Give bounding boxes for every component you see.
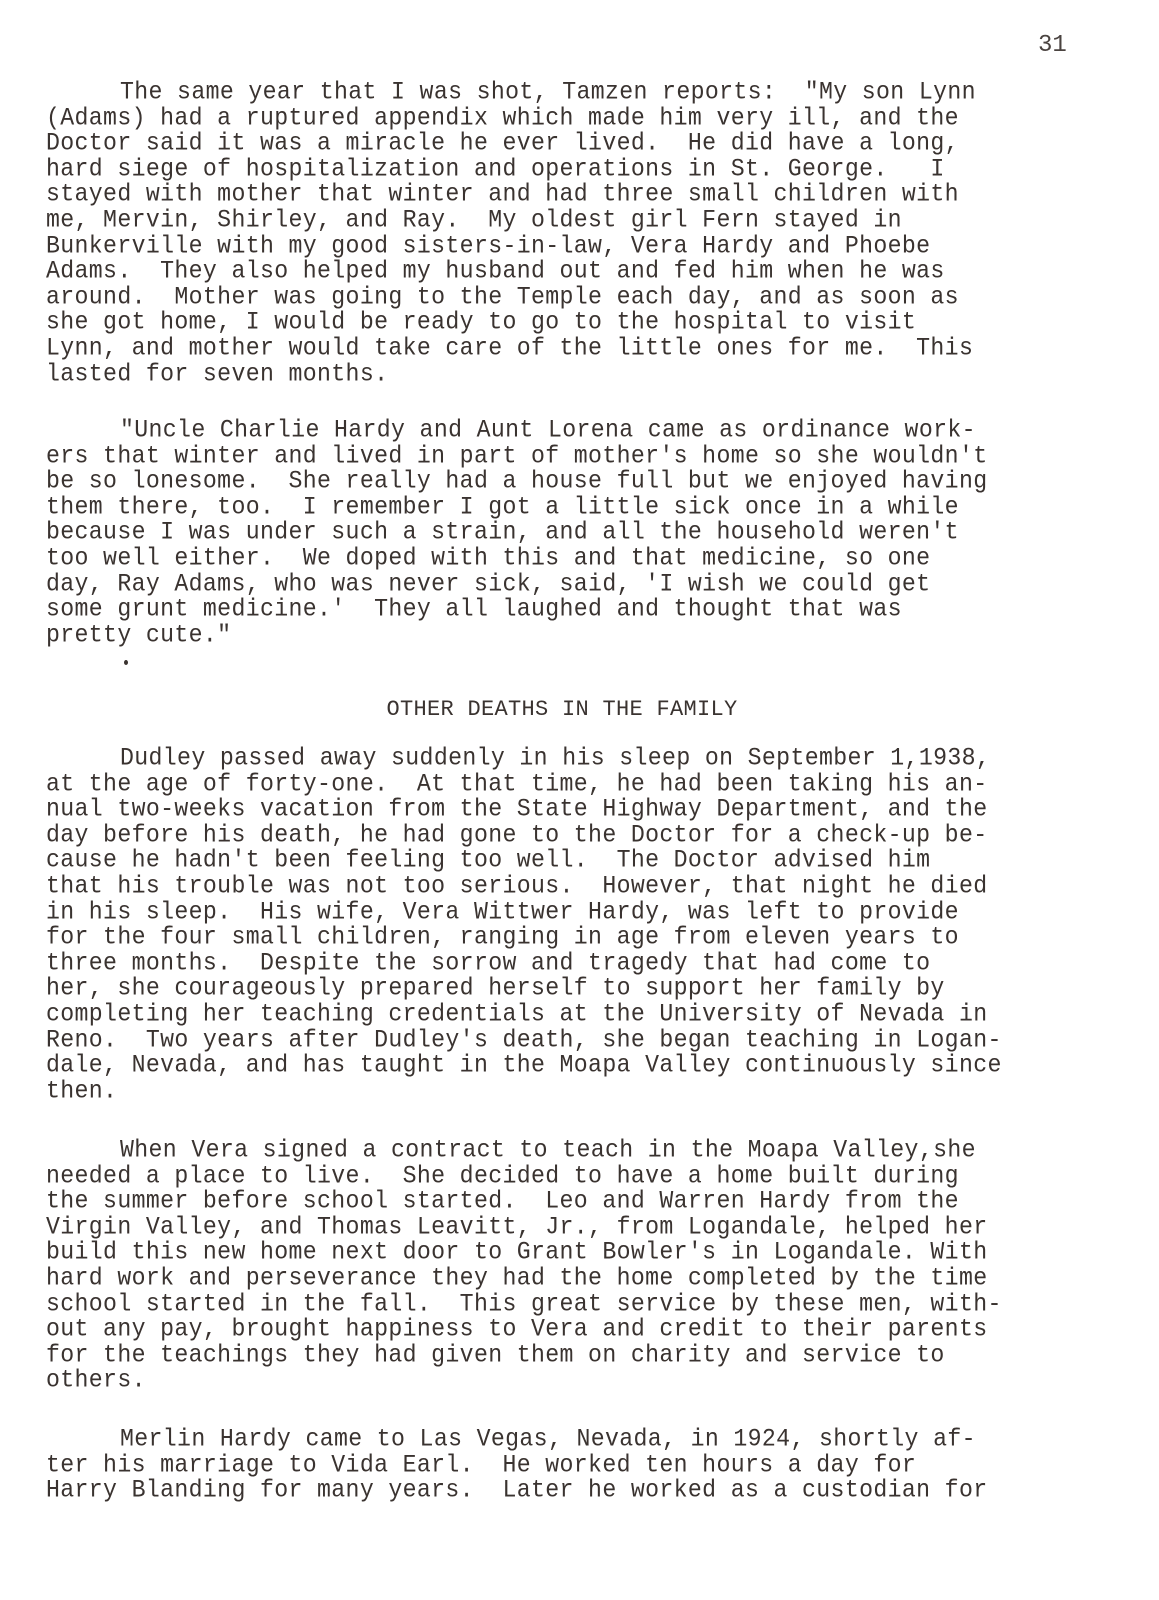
text-line: three months. Despite the sorrow and tragedy that had come to	[46, 948, 931, 977]
text-line: be so lonesome. She really had a house full but we enjoyed having	[46, 467, 988, 495]
text-line: Adams. They also helped my husband out and fed him when he was	[46, 257, 945, 285]
section-heading: OTHER DEATHS IN THE FAMILY	[386, 697, 738, 722]
text-line: cause he hadn't been feeling too well. The Doctor advised him	[46, 846, 931, 875]
text-line: for the four small children, ranging in age from eleven years to	[46, 923, 959, 951]
text-line: Bunkerville with my good sisters-in-law, Vera Hardy and Phoebe	[46, 231, 931, 260]
text-line: for the teachings they had given them on charity and service to	[46, 1340, 945, 1369]
text-line: hard work and perseverance they had the home completed by the time	[46, 1264, 988, 1292]
text-line: at the age of forty-one. At that time, he had been taking his an-	[46, 769, 988, 798]
paragraph-tamzen-report	[46, 80, 1116, 387]
text-line: (Adams) had a ruptured appendix which made him very ill, and the	[46, 103, 959, 132]
text-line: Dudley passed away suddenly in his sleep on September 1,1938,	[120, 744, 991, 772]
text-line: dale, Nevada, and has taught in the Moapa Valley continuously since	[46, 1051, 1002, 1079]
text-line: day, Ray Adams, who was never sick, said, 'I wish we could get	[46, 569, 931, 598]
text-line: pretty cute."	[46, 620, 232, 649]
text-line: ter his marriage to Vida Earl. He worked ten hours a day for	[46, 1450, 917, 1479]
text-line: Doctor said it was a miracle he ever lived. He did have a long,	[46, 129, 959, 157]
text-line: day before his death, he had gone to the Doctor for a check-up be-	[46, 820, 988, 849]
paragraph-vera-home	[46, 1138, 1116, 1394]
text-line: others.	[46, 1366, 146, 1395]
text-line: too well either. We doped with this and that medicine, so one	[46, 544, 931, 572]
text-line: needed a place to live. She decided to have a home built during	[46, 1161, 959, 1190]
text-line: her, she courageously prepared herself to support her family by	[46, 974, 945, 1003]
text-line: Reno. Two years after Dudley's death, she began teaching in Logan-	[46, 1025, 1002, 1054]
text-line: ers that winter and lived in part of mother's home so she wouldn't	[46, 441, 988, 470]
paragraph-uncle-charlie	[46, 418, 1116, 648]
paragraph-merlin	[46, 1427, 1116, 1504]
text-line: lasted for seven months.	[46, 359, 389, 388]
text-line: completing her teaching credentials at the University of Nevada in	[46, 1000, 988, 1028]
text-line: she got home, I would be ready to go to the hospital to visit	[46, 308, 917, 337]
text-line: Virgin Valley, and Thomas Leavitt, Jr., from Logandale, helped her	[46, 1212, 988, 1241]
stray-ink-mark	[124, 660, 128, 665]
text-line: hard siege of hospitalization and operations in St. George. I	[46, 154, 945, 183]
text-line: because I was under such a strain, and all the household weren't	[46, 518, 959, 547]
text-line: some grunt medicine.' They all laughed and thought that was	[46, 595, 902, 623]
text-line: out any pay, brought happiness to Vera and credit to their parents	[46, 1315, 988, 1343]
text-line: The same year that I was shot, Tamzen reports: "My son Lynn	[120, 78, 976, 106]
paragraph-dudley	[46, 746, 1116, 1104]
text-line: build this new home next door to Grant Bowler's in Logandale. With	[46, 1238, 988, 1267]
text-line: them there, too. I remember I got a little sick once in a while	[46, 492, 959, 521]
text-line: the summer before school started. Leo and Warren Hardy from the	[46, 1187, 959, 1215]
text-line: stayed with mother that winter and had three small children with	[46, 180, 959, 209]
text-line: When Vera signed a contract to teach in the Moapa Valley,she	[120, 1136, 976, 1164]
text-line: then.	[46, 1076, 118, 1105]
text-line: "Uncle Charlie Hardy and Aunt Lorena came as ordinance work-	[120, 416, 976, 444]
page-number: 31	[1038, 32, 1067, 59]
text-line: in his sleep. His wife, Vera Wittwer Hardy, was left to provide	[46, 897, 959, 926]
text-line: school started in the fall. This great service by these men, with-	[46, 1289, 1002, 1318]
text-line: that his trouble was not too serious. However, that night he died	[46, 872, 988, 900]
text-line: Merlin Hardy came to Las Vegas, Nevada, in 1924, shortly af-	[120, 1425, 976, 1453]
text-line: Harry Blanding for many years. Later he worked as a custodian for	[46, 1476, 988, 1504]
text-line: Lynn, and mother would take care of the little ones for me. This	[46, 334, 974, 362]
text-line: around. Mother was going to the Temple each day, and as soon as	[46, 282, 959, 311]
text-line: nual two-weeks vacation from the State Highway Department, and the	[46, 795, 988, 823]
text-line: me, Mervin, Shirley, and Ray. My oldest girl Fern stayed in	[46, 206, 902, 234]
